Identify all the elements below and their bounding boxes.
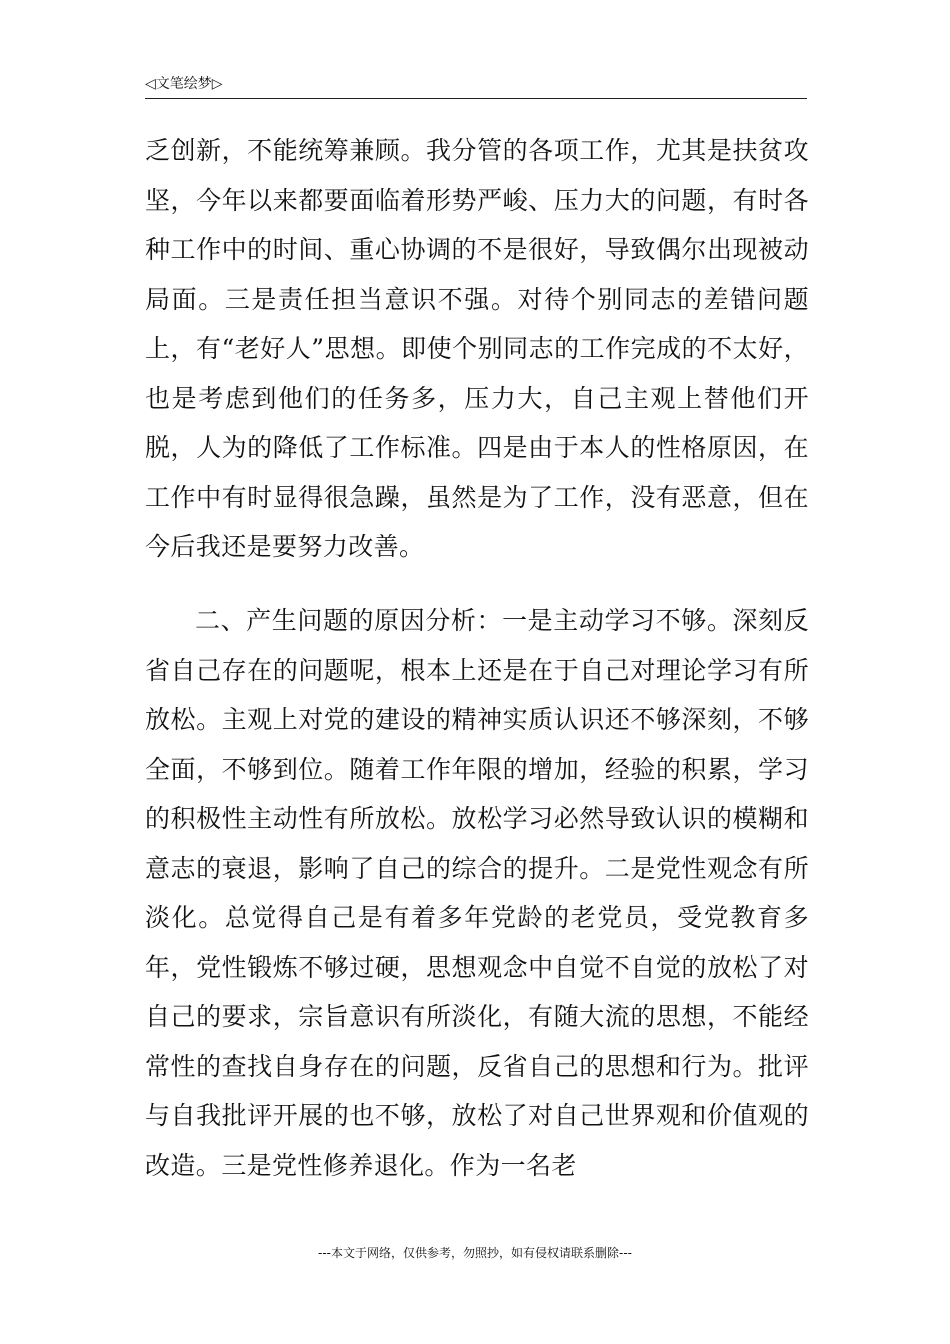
body-paragraph-1: 乏创新，不能统筹兼顾。我分管的各项工作，尤其是扶贫攻坚，今年以来都要面临着形势严峻、压力大的问题，有时各种工作中的时间、重心协调的不是很好，导致偶尔出现被动局面。三是责任担当意识不强。对待个别同志的差错问题上，有“老好人”思想。即使个别同志的工作完成的不太好，也是考虑到他们的任务多，压力大，自己主观上替他们开脱，人为的降低了工作标准。四是由于本人的性格原因，在工作中有时显得很急躁，虽然是为了工作，没有恶意，但在今后我还是要努力改善。 bbox=[145, 136, 809, 561]
body-paragraph-2: 二、产生问题的原因分析：一是主动学习不够。深刻反省自己存在的问题呢，根本上还是在于自己对理论学习有所放松。主观上对党的建设的精神实质认识还不够深刻，不够全面，不够到位。随着工作年限的增加，经验的积累，学习的积极性主动性有所放松。放松学习必然导致认识的模糊和意志的衰退，影响了自己的综合的提升。二是党性观念有所淡化。总觉得自己是有着多年党龄的老党员，受党教育多年，党性锻炼不够过硬，思想观念中自觉不自觉的放松了对自己的要求，宗旨意识有所淡化，有随大流的思想，不能经常性的查找自身存在的问题，反省自己的思想和行为。批评与自我批评开展的也不够，放松了对自己世界观和价值观的改造。三是党性修养退化。作为一名老 bbox=[145, 606, 809, 1180]
footer-notice: ---本文于网络，仅供参考，勿照抄，如有侵权请联系删除--- bbox=[318, 1246, 632, 1260]
header-divider bbox=[145, 98, 807, 99]
page-header bbox=[145, 74, 807, 98]
header-title: ◁文笔绘梦▷ bbox=[145, 76, 223, 92]
